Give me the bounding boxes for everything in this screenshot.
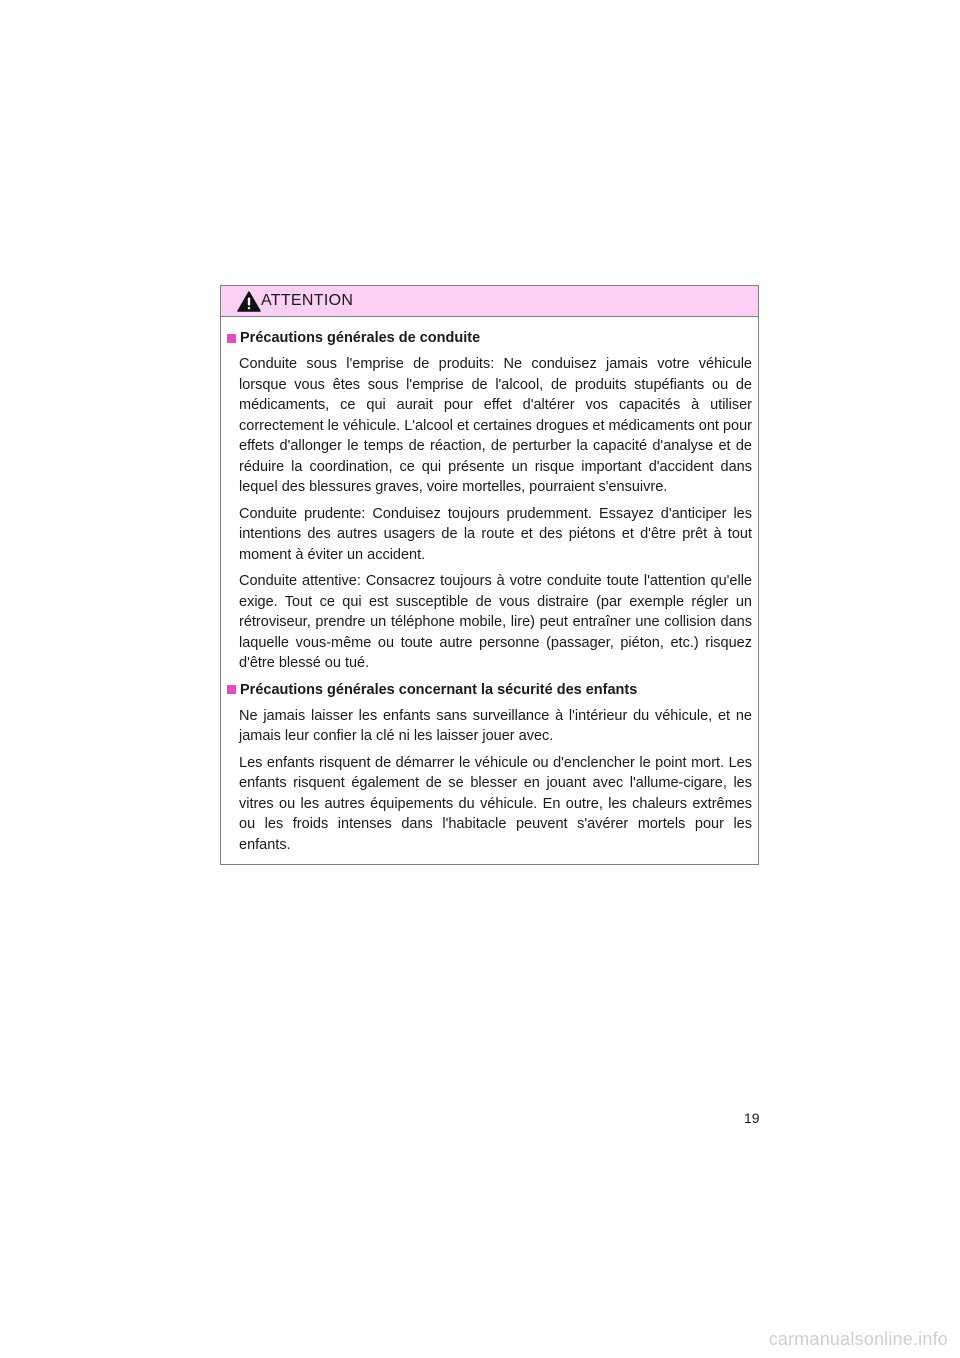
page-number: 19 [744, 1110, 760, 1126]
watermark: carmanualsonline.info [768, 1329, 948, 1349]
section-driving-precautions [227, 328, 752, 674]
section-heading [227, 680, 752, 700]
attention-body [221, 317, 758, 855]
paragraph: Conduite prudente: Conduisez toujours prudemment. Essayez d'anticiper les intentions des autres usagers de la route et des piétons et d'être prêt à tout moment à éviter un accident. [239, 505, 752, 563]
square-bullet-icon [227, 685, 236, 694]
attention-box [220, 285, 759, 865]
square-bullet-icon [227, 334, 236, 343]
paragraph: Conduite sous l'emprise de produits: Ne conduisez jamais votre véhicule lorsque vous êtes sous l'emprise de l'alcool, de produits stupéfiants ou de médicaments, ce qui aurait pour effet d'altérer vos capacités à utiliser correctement le véhicule. L'alcool et certaines drogues et médicaments ont pour effets d'allonger le temps de réaction, de perturber la capacité d'analyse et de réduire la coordination, ce qui présente un risque important d'accident dans lequel des blessures graves, voire mortelles, pourraient s'ensuivre. [239, 356, 752, 495]
section-heading-text: Précautions générales de conduite [240, 330, 481, 346]
paragraph: Conduite attentive: Consacrez toujours à votre conduite toute l'attention qu'elle exige. Tout ce qui est susceptible de vous distraire (par exemple régler un rétroviseur, prendre un téléphone mobile, lire) peut entraîner une collision dans laquelle vous-même ou toute autre personne (passager, piéton, etc.) risquez d'être blessé ou tué. [239, 573, 752, 671]
section-heading-text: Précautions générales concernant la sécurité des enfants [240, 681, 638, 698]
warning-triangle-icon [237, 291, 261, 312]
section-heading [227, 328, 752, 348]
paragraph: Les enfants risquent de démarrer le véhicule ou d'enclencher le point mort. Les enfants risquent également de se blesser en jouant avec l'allume-cigare, les vitres ou les autres équipements du véhicule. En outre, les chaleurs extrêmes ou les froids intenses dans l'habitacle peuvent s'avérer mortels pour les enfants. [239, 754, 752, 853]
attention-header [221, 286, 758, 317]
section-child-safety [227, 680, 752, 856]
paragraph: Ne jamais laisser les enfants sans surveillance à l'intérieur du véhicule, et ne jamais leur confier la clé ni les laisser jouer avec. [239, 707, 752, 744]
attention-title: ATTENTION [261, 292, 354, 309]
